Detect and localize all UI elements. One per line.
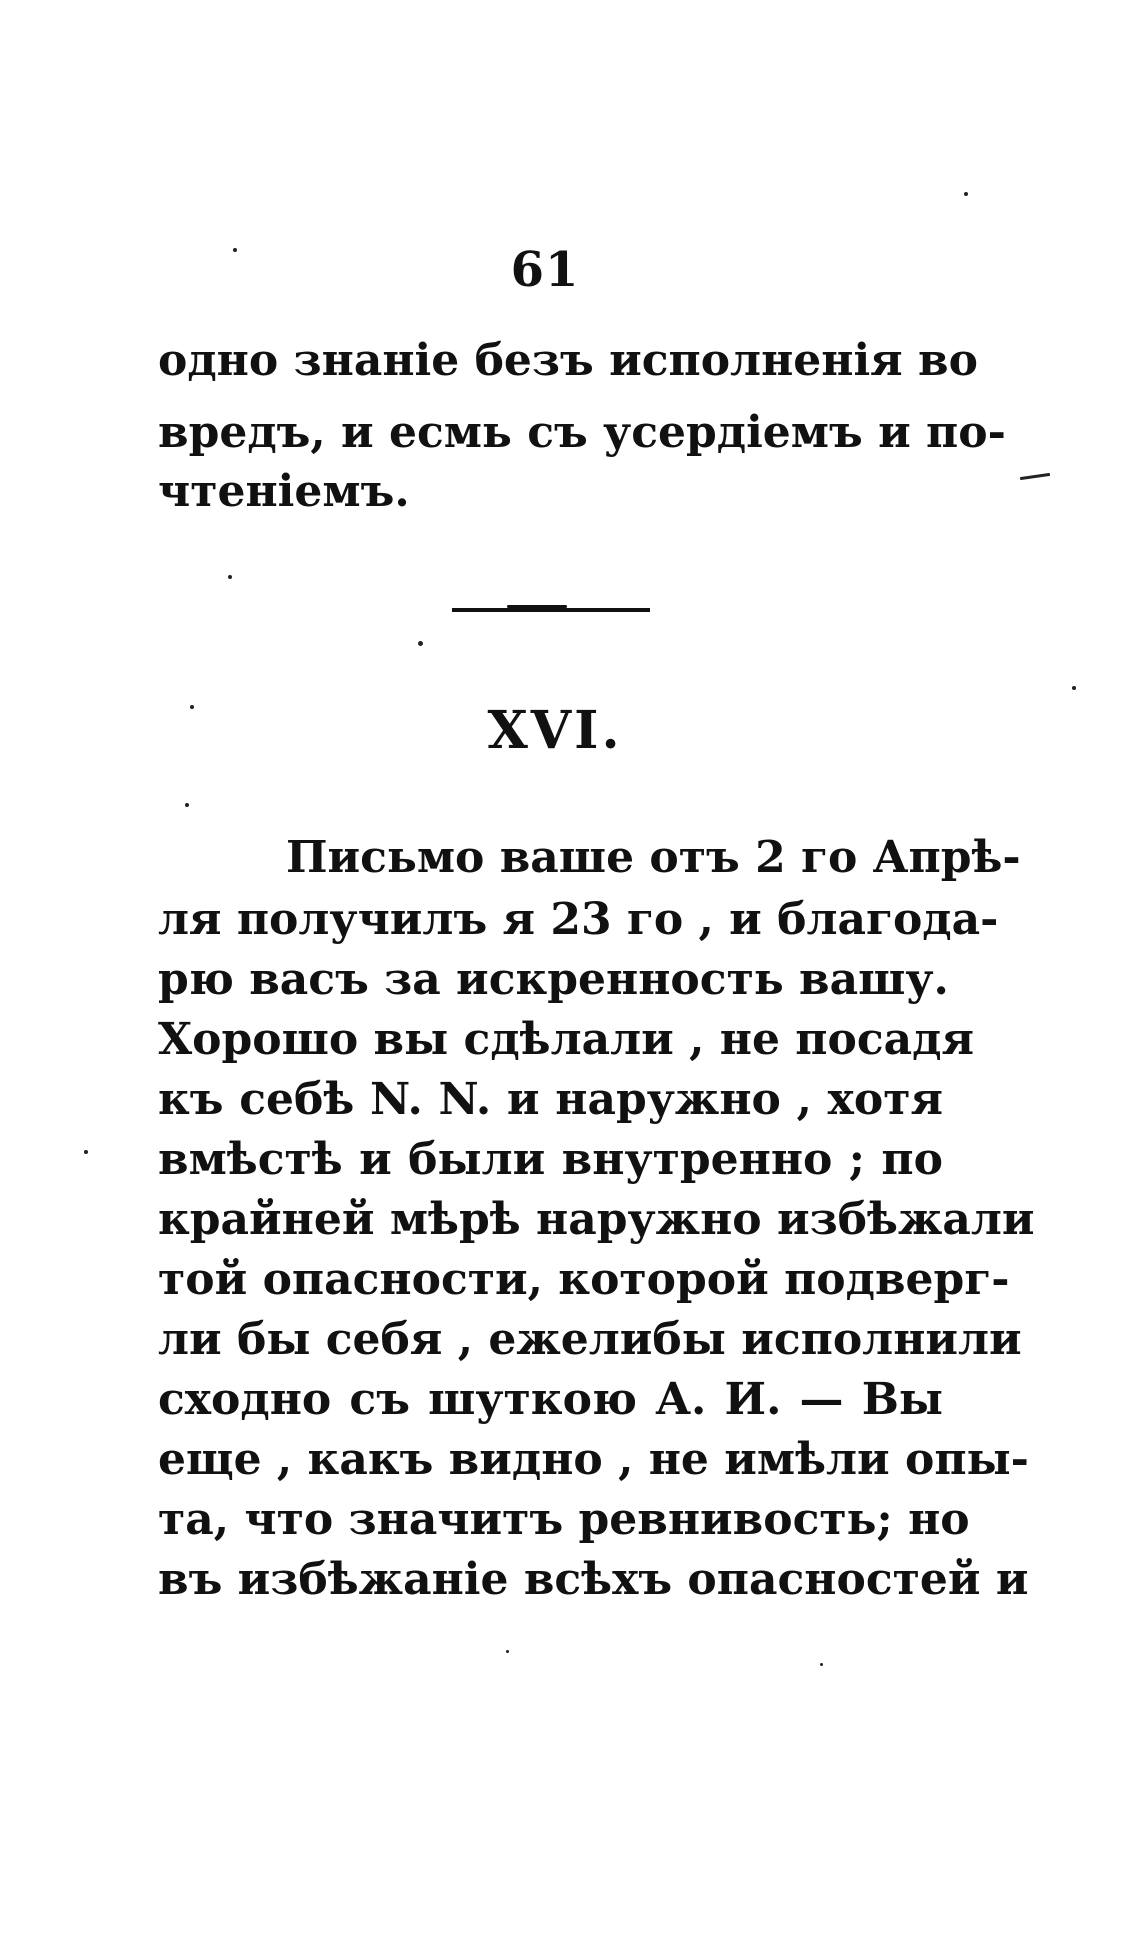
text-line: въ избѣжаніе всѣхъ опасностей и <box>158 1554 1029 1605</box>
text-line: крайней мѣрѣ наружно избѣжали <box>158 1194 1035 1245</box>
text-line: одно знаніе безъ исполненія во <box>158 335 978 386</box>
text-line: рю васъ за искренность вашу. <box>158 954 949 1005</box>
scan-speck <box>228 575 232 579</box>
text-line: ли бы себя , ежелибы исполнили <box>158 1314 1022 1365</box>
page-number: 61 <box>510 242 580 298</box>
text-line: вредъ, и есмь съ усердіемъ и по- <box>158 407 1006 458</box>
scan-speck <box>418 641 423 646</box>
scan-speck <box>1072 686 1076 690</box>
text-line: сходно съ шуткою А. И. — Вы <box>158 1374 943 1425</box>
text-line: Письмо ваше отъ 2 го Апрѣ- <box>286 832 1021 883</box>
section-divider <box>452 608 650 612</box>
scan-speck <box>185 803 189 807</box>
scan-speck <box>820 1663 823 1666</box>
text-line: къ себѣ N. N. и наружно , хотя <box>158 1074 943 1125</box>
text-line: той опасности, которой подверг- <box>158 1254 1010 1305</box>
scan-mark <box>1020 473 1050 480</box>
text-line: ля получилъ я 23 го , и благода- <box>158 894 999 945</box>
scan-speck <box>190 705 194 709</box>
scan-speck <box>84 1150 88 1154</box>
scan-speck <box>506 1650 509 1653</box>
section-heading: XVI. <box>487 700 623 761</box>
scan-speck <box>233 248 237 252</box>
text-line: та, что значитъ ревнивость; но <box>158 1494 970 1545</box>
text-line: Хорошо вы сдѣлали , не посадя <box>158 1014 974 1065</box>
text-line: вмѣстѣ и были внутренно ; по <box>158 1134 943 1185</box>
scan-speck <box>964 192 968 196</box>
text-line: чтеніемъ. <box>158 466 410 517</box>
text-line: еще , какъ видно , не имѣли опы- <box>158 1434 1029 1485</box>
